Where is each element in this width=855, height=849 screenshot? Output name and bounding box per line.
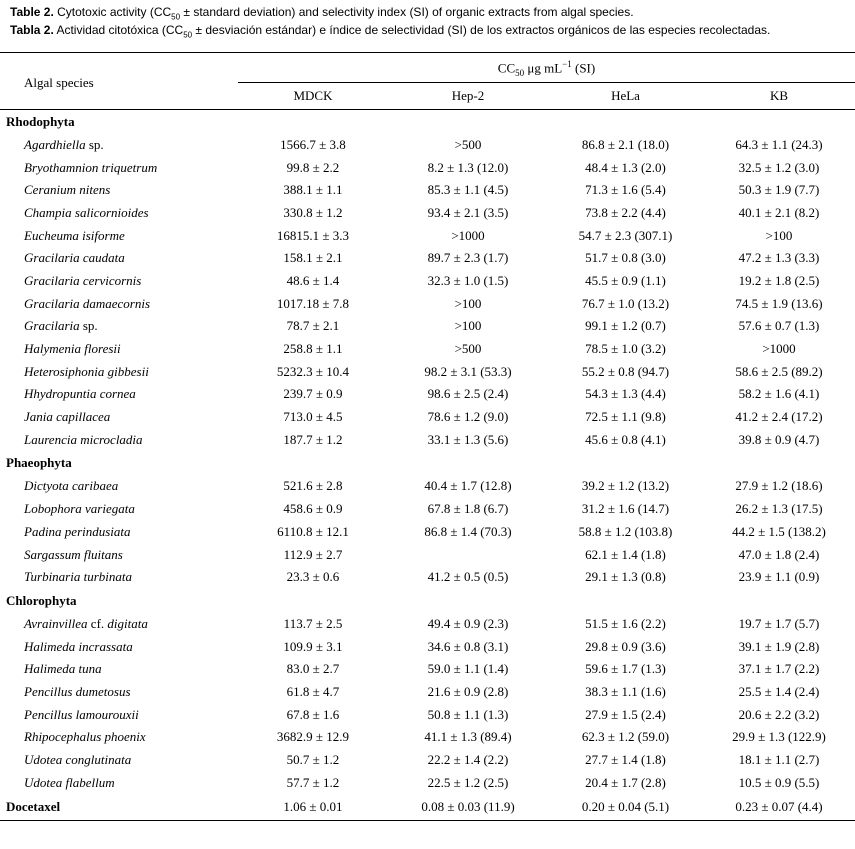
header-unit-text: μg mL [524, 60, 563, 76]
table-row [0, 543, 855, 566]
value-cell-mdck: 109.9 ± 3.1 [283, 638, 343, 654]
value-cell-hela: 58.8 ± 1.2 (103.8) [578, 523, 673, 539]
value-cell-hep2: 41.2 ± 0.5 (0.5) [427, 569, 509, 585]
control-row [0, 794, 855, 820]
group-label: Rhodophyta [0, 110, 855, 134]
table-row [0, 681, 855, 704]
table-row [0, 270, 855, 293]
control-value-hela: 0.20 ± 0.04 (5.1) [581, 798, 670, 814]
control-label: Docetaxel [6, 798, 61, 814]
species-name: Laurencia microcladia [24, 431, 143, 447]
value-cell-mdck: 99.8 ± 2.2 [286, 159, 340, 175]
value-cell-hela: 62.1 ± 1.4 (1.8) [585, 546, 666, 562]
control-value-hep2: 0.08 ± 0.03 (11.9) [421, 798, 515, 814]
species-cell [0, 498, 238, 521]
value-cell-hep2: 50.8 ± 1.1 (1.3) [427, 706, 509, 722]
value-cell-hela: 29.1 ± 1.3 (0.8) [585, 569, 666, 585]
value-cell-hela: 48.4 ± 1.3 (2.0) [585, 159, 666, 175]
value-cell-hep2: 8.2 ± 1.3 (12.0) [427, 159, 509, 175]
value-cell-hep2: 67.8 ± 1.8 (6.7) [427, 501, 509, 517]
table-bottom-rule [0, 820, 855, 821]
value-cell-mdck: 158.1 ± 2.1 [283, 250, 343, 266]
value-cell-hep2: 85.3 ± 1.1 (4.5) [427, 182, 509, 198]
value-cell-hela: 45.5 ± 0.9 (1.1) [585, 272, 666, 288]
table-row [0, 658, 855, 681]
table-row [0, 498, 855, 521]
species-suffix: sp. [85, 136, 104, 152]
value-cell-kb: >100 [765, 227, 793, 243]
value-cell-hela: 51.7 ± 0.8 (3.0) [585, 250, 666, 266]
value-cell-hela: 51.5 ± 1.6 (2.2) [585, 615, 666, 631]
table-row [0, 635, 855, 658]
species-name: Pencillus dumetosus [24, 683, 131, 699]
value-cell-hela: 62.3 ± 1.2 (59.0) [581, 729, 670, 745]
value-cell-hela: 71.3 ± 1.6 (5.4) [585, 182, 666, 198]
value-cell-mdck: 388.1 ± 1.1 [283, 182, 343, 198]
header-col-kb: KB [703, 83, 855, 110]
header-col-hep2: Hep-2 [388, 83, 548, 110]
species-cell [0, 543, 238, 566]
value-cell-hep2: 21.6 ± 0.9 (2.8) [427, 683, 509, 699]
species-name: Jania capillacea [24, 409, 111, 425]
table-row [0, 703, 855, 726]
species-cell [0, 749, 238, 772]
header-cc50-group [238, 53, 855, 83]
caption-spanish [10, 21, 770, 39]
species-epithet: digitata [107, 615, 148, 631]
species-cell [0, 681, 238, 704]
species-name: Padina perindusiata [24, 523, 131, 539]
group-row [0, 451, 855, 475]
value-cell-hela: 27.7 ± 1.4 (1.8) [585, 752, 666, 768]
table-row [0, 406, 855, 429]
species-cell [0, 658, 238, 681]
value-cell-hep2: 33.1 ± 1.3 (5.6) [427, 431, 509, 447]
value-cell-mdck: 78.7 ± 2.1 [286, 318, 340, 334]
species-name: Hhydropuntia cornea [24, 386, 136, 402]
caption-es-text-1: Actividad citotóxica (CC [53, 23, 184, 37]
value-cell-hela: 59.6 ± 1.7 (1.3) [585, 661, 666, 677]
cytotoxicity-table [0, 52, 855, 821]
value-cell-mdck: 83.0 ± 2.7 [286, 661, 340, 677]
value-cell-mdck: 187.7 ± 1.2 [283, 431, 343, 447]
header-si-text: (SI) [571, 60, 596, 76]
value-cell-kb: 19.2 ± 1.8 (2.5) [738, 272, 820, 288]
value-cell-hela: 78.5 ± 1.0 (3.2) [585, 341, 666, 357]
group-label: Phaeophyta [6, 455, 72, 471]
value-cell-hela: 27.9 ± 1.5 (2.4) [585, 706, 666, 722]
value-cell-hep2: 59.0 ± 1.1 (1.4) [427, 661, 509, 677]
header-cc-sub: 50 [515, 67, 525, 78]
species-name: Agardhiella [24, 136, 86, 152]
value-cell-hep2: 34.6 ± 0.8 (3.1) [427, 638, 509, 654]
value-cell-mdck: 239.7 ± 0.9 [283, 386, 343, 402]
value-cell-hep2: >1000 [451, 227, 485, 243]
value-cell-hep2: >100 [454, 318, 482, 334]
table-caption [10, 3, 770, 39]
value-cell-mdck: 50.7 ± 1.2 [286, 752, 340, 768]
value-cell-kb: 23.9 ± 1.1 (0.9) [738, 569, 820, 585]
species-name: Gracilaria caudata [24, 250, 125, 266]
value-cell-kb: 39.8 ± 0.9 (4.7) [738, 431, 820, 447]
value-cell-kb: 40.1 ± 2.1 (8.2) [738, 204, 820, 220]
caption-es-sub: 50 [183, 30, 193, 40]
value-cell-hep2: 32.3 ± 1.0 (1.5) [427, 272, 509, 288]
group-label: Chlorophyta [6, 592, 77, 608]
value-cell-kb: 64.3 ± 1.1 (24.3) [735, 136, 823, 152]
value-cell-hep2: 22.5 ± 1.2 (2.5) [427, 774, 509, 790]
caption-es-text-2: ± desviación estándar) e índice de selectividad (SI) de los extractos orgánicos de las especies recolectadas. [192, 23, 771, 37]
species-cell [0, 475, 238, 498]
value-cell-hela: 29.8 ± 0.9 (3.6) [585, 638, 666, 654]
caption-en-text-1: Cytotoxic activity (CC [53, 5, 172, 19]
species-cell [0, 179, 238, 202]
value-cell-mdck: 61.8 ± 4.7 [286, 683, 340, 699]
species-cell [0, 566, 238, 589]
value-cell-kb: 39.1 ± 1.9 (2.8) [738, 638, 820, 654]
value-cell-kb: 57.6 ± 0.7 (1.3) [738, 318, 820, 334]
value-cell-mdck: 3682.9 ± 12.9 [276, 729, 350, 745]
table-row [0, 292, 855, 315]
bottom-rule-cell [0, 820, 855, 821]
value-cell-kb: 32.5 ± 1.2 (3.0) [738, 159, 820, 175]
header-unit-sup: −1 [562, 59, 572, 70]
value-cell-hela: 76.7 ± 1.0 (13.2) [581, 295, 670, 311]
value-cell-hep2: 40.4 ± 1.7 (12.8) [424, 478, 512, 494]
table-row [0, 726, 855, 749]
table-row [0, 771, 855, 794]
species-name: Eucheuma isiforme [24, 227, 125, 243]
species-cell [0, 292, 238, 315]
value-cell-hep2: >500 [454, 341, 482, 357]
value-cell-hep2: 41.1 ± 1.3 (89.4) [424, 729, 512, 745]
value-cell-hep2: 89.7 ± 2.3 (1.7) [427, 250, 509, 266]
header-cc-text: CC [497, 60, 516, 76]
species-cell [0, 635, 238, 658]
control-value-kb: 0.23 ± 0.07 (4.4) [735, 798, 823, 814]
species-name: Halymenia floresii [24, 341, 121, 357]
table-row [0, 315, 855, 338]
value-cell-hela: 54.3 ± 1.3 (4.4) [585, 386, 666, 402]
value-cell-hep2: 93.4 ± 2.1 (3.5) [427, 204, 509, 220]
caption-en-label: Table 2. [10, 5, 54, 19]
species-name: Rhipocephalus phoenix [24, 729, 146, 745]
value-cell-hep2: 98.6 ± 2.5 (2.4) [427, 386, 509, 402]
caption-en-text-2: ± standard deviation) and selectivity index (SI) of organic extracts from algal species. [180, 5, 634, 19]
value-cell-kb: >1000 [762, 341, 796, 357]
species-name: Bryothamnion triquetrum [24, 159, 158, 175]
species-cell [0, 428, 238, 451]
value-cell-mdck: 16815.1 ± 3.3 [276, 227, 350, 243]
value-cell-hela: 39.2 ± 1.2 (13.2) [581, 478, 670, 494]
value-cell-mdck: 1566.7 ± 3.8 [280, 136, 346, 152]
value-cell-hela: 38.3 ± 1.1 (1.6) [585, 683, 666, 699]
value-cell-kb: 44.2 ± 1.5 (138.2) [732, 523, 826, 539]
value-cell-kb: 29.9 ± 1.3 (122.9) [732, 729, 826, 745]
table-row [0, 134, 855, 157]
value-cell-hep2 [388, 543, 548, 566]
species-name: Pencillus lamourouxii [24, 706, 139, 722]
value-cell-kb: 18.1 ± 1.1 (2.7) [738, 752, 820, 768]
group-row [0, 110, 855, 134]
value-cell-mdck: 112.9 ± 2.7 [283, 546, 343, 562]
species-cell [0, 771, 238, 794]
species-cell [0, 270, 238, 293]
table-row [0, 247, 855, 270]
species-cell [0, 247, 238, 270]
value-cell-mdck: 521.6 ± 2.8 [283, 478, 343, 494]
value-cell-hela: 73.8 ± 2.2 (4.4) [585, 204, 666, 220]
header-row-1 [0, 53, 855, 83]
species-cell [0, 613, 238, 636]
value-cell-kb: 26.2 ± 1.3 (17.5) [735, 501, 823, 517]
species-cell [0, 703, 238, 726]
table-row [0, 202, 855, 225]
value-cell-hela: 20.4 ± 1.7 (2.8) [585, 774, 666, 790]
group-row [0, 589, 855, 613]
table-row [0, 428, 855, 451]
species-name: Udotea conglutinata [24, 752, 132, 768]
value-cell-mdck: 57.7 ± 1.2 [286, 774, 340, 790]
value-cell-kb: 25.5 ± 1.4 (2.4) [738, 683, 820, 699]
species-name: Ceranium nitens [24, 182, 111, 198]
species-cell [0, 315, 238, 338]
species-name: Dictyota caribaea [24, 478, 119, 494]
control-value-mdck: 1.06 ± 0.01 [283, 798, 343, 814]
table-row [0, 566, 855, 589]
species-cell [0, 383, 238, 406]
table-row [0, 521, 855, 544]
value-cell-hep2: 86.8 ± 1.4 (70.3) [424, 523, 512, 539]
species-cell [0, 521, 238, 544]
species-cell [0, 134, 238, 157]
table-row [0, 224, 855, 247]
species-name: Gracilaria cervicornis [24, 272, 142, 288]
species-cell [0, 360, 238, 383]
species-name: Gracilaria [24, 318, 80, 334]
table-body [0, 110, 855, 821]
value-cell-mdck: 258.8 ± 1.1 [283, 341, 343, 357]
value-cell-kb: 47.2 ± 1.3 (3.3) [738, 250, 820, 266]
species-name: Udotea flabellum [24, 774, 115, 790]
value-cell-kb: 27.9 ± 1.2 (18.6) [735, 478, 823, 494]
value-cell-kb: 47.0 ± 1.8 (2.4) [738, 546, 820, 562]
value-cell-kb: 10.5 ± 0.9 (5.5) [738, 774, 820, 790]
table-row [0, 360, 855, 383]
table-row [0, 383, 855, 406]
species-name: Lobophora variegata [24, 501, 135, 517]
value-cell-kb: 41.2 ± 2.4 (17.2) [735, 409, 823, 425]
caption-english [10, 3, 770, 21]
value-cell-hep2: 22.2 ± 1.4 (2.2) [427, 752, 509, 768]
species-suffix: cf. [87, 615, 108, 631]
value-cell-hep2: 49.4 ± 0.9 (2.3) [427, 615, 509, 631]
value-cell-mdck: 458.6 ± 0.9 [283, 501, 343, 517]
value-cell-mdck: 23.3 ± 0.6 [286, 569, 340, 585]
table-row [0, 338, 855, 361]
value-cell-hela: 45.6 ± 0.8 (4.1) [585, 431, 666, 447]
species-name: Halimeda incrassata [24, 638, 133, 654]
species-name: Halimeda tuna [24, 661, 102, 677]
value-cell-kb: 37.1 ± 1.7 (2.2) [738, 661, 820, 677]
value-cell-hep2: >100 [454, 295, 482, 311]
value-cell-mdck: 5232.3 ± 10.4 [276, 363, 350, 379]
species-cell [0, 156, 238, 179]
caption-en-sub: 50 [171, 12, 181, 22]
value-cell-kb: 20.6 ± 2.2 (3.2) [738, 706, 820, 722]
value-cell-mdck: 1017.18 ± 7.8 [276, 295, 350, 311]
species-cell [0, 726, 238, 749]
value-cell-hela: 54.7 ± 2.3 (307.1) [578, 227, 673, 243]
table-row [0, 749, 855, 772]
value-cell-mdck: 713.0 ± 4.5 [283, 409, 343, 425]
value-cell-hela: 55.2 ± 0.8 (94.7) [581, 363, 670, 379]
header-col-mdck: MDCK [238, 83, 388, 110]
table-row [0, 179, 855, 202]
species-name: Gracilaria damaecornis [24, 295, 151, 311]
value-cell-mdck: 67.8 ± 1.6 [286, 706, 340, 722]
value-cell-hela: 31.2 ± 1.6 (14.7) [581, 501, 670, 517]
species-suffix: sp. [79, 318, 98, 334]
value-cell-mdck: 113.7 ± 2.5 [283, 615, 343, 631]
table-row [0, 613, 855, 636]
species-name: Heterosiphonia gibbesii [24, 363, 149, 379]
value-cell-kb: 74.5 ± 1.9 (13.6) [735, 295, 823, 311]
species-cell [0, 224, 238, 247]
value-cell-mdck: 330.8 ± 1.2 [283, 204, 343, 220]
header-species: Algal species [0, 53, 238, 110]
value-cell-mdck: 48.6 ± 1.4 [286, 272, 340, 288]
value-cell-kb: 19.7 ± 1.7 (5.7) [738, 615, 820, 631]
value-cell-hep2: 78.6 ± 1.2 (9.0) [427, 409, 509, 425]
value-cell-kb: 50.3 ± 1.9 (7.7) [738, 182, 820, 198]
table-row [0, 475, 855, 498]
value-cell-hep2: 98.2 ± 3.1 (53.3) [424, 363, 512, 379]
value-cell-hela: 72.5 ± 1.1 (9.8) [585, 409, 666, 425]
species-name: Champia salicornioides [24, 204, 149, 220]
caption-es-label: Tabla 2. [10, 23, 54, 37]
value-cell-hela: 99.1 ± 1.2 (0.7) [585, 318, 666, 334]
value-cell-kb: 58.6 ± 2.5 (89.2) [735, 363, 823, 379]
species-cell [0, 406, 238, 429]
value-cell-kb: 58.2 ± 1.6 (4.1) [738, 386, 820, 402]
value-cell-hep2: >500 [454, 136, 482, 152]
species-name: Avrainvillea [24, 615, 88, 631]
species-cell [0, 338, 238, 361]
species-name: Sargassum fluitans [24, 546, 123, 562]
table-row [0, 156, 855, 179]
value-cell-mdck: 6110.8 ± 12.1 [277, 523, 349, 539]
species-name: Turbinaria turbinata [24, 569, 132, 585]
species-cell [0, 202, 238, 225]
header-col-hela: HeLa [548, 83, 703, 110]
value-cell-hela: 86.8 ± 2.1 (18.0) [581, 136, 670, 152]
